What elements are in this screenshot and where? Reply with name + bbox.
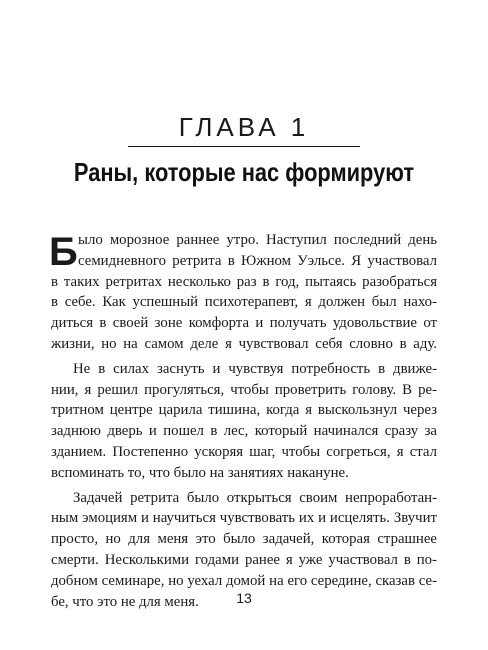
text-line: заднюю дверь и пошел в лес, который начинался сразу за [51,423,437,440]
text-line: смерти. Несколькими годами ранее я уже участвовал в по- [51,551,437,568]
text-line: ыло морозное раннее утро. Наступил последний день [78,232,437,248]
page-number: 13 [236,590,252,606]
drop-cap: Б [49,230,78,274]
chapter-label: ГЛАВА 1 [178,112,310,142]
text-line: Не в силах заснуть и чувствуя потребность в движе- [73,360,437,377]
text-line: ным эмоциям и научиться чувствовать их и исцелять. Звучит [51,510,437,527]
paragraph-2 [51,359,437,484]
text-line: жизни, но на самом деле я чувствовал себя словно в аду. [51,335,437,352]
text-line: нии, я решил прогуляться, чтобы проветрить голову. В ре- [51,381,437,398]
text-line: добном семинаре, но уехал домой на его середине, сказав се- [51,572,437,589]
text-line: Задачей ретрита было открыться своим непроработан- [73,489,437,506]
body-text [51,230,437,616]
text-line: диться в своей зоне комфорта и получать удовольствие от [51,315,437,332]
chapter-title: Раны, которые нас формируют [73,157,415,187]
text-line: тритном центре царила тишина, когда я выскользнул через [51,402,437,419]
paragraph-1 [51,230,437,355]
text-line: просто, но для меня это было задачей, которая страшнее [51,531,437,548]
text-line: зданием. Постепенно ускоряя шаг, чтобы согреться, я стал [51,443,437,460]
text-line: в себе. Как успешный психотерапевт, я должен был нахо- [51,294,437,311]
text-line: бе, что это не для меня. [51,593,199,610]
text-line: семидневного ретрита в Южном Уэльсе. Я участвовал [78,252,437,269]
text-line: вспоминать то, что было на занятиях накануне. [51,464,349,481]
text-line: в таких ретритах несколько раз в год, пытаясь разобраться [51,273,437,290]
chapter-rule [128,146,360,147]
